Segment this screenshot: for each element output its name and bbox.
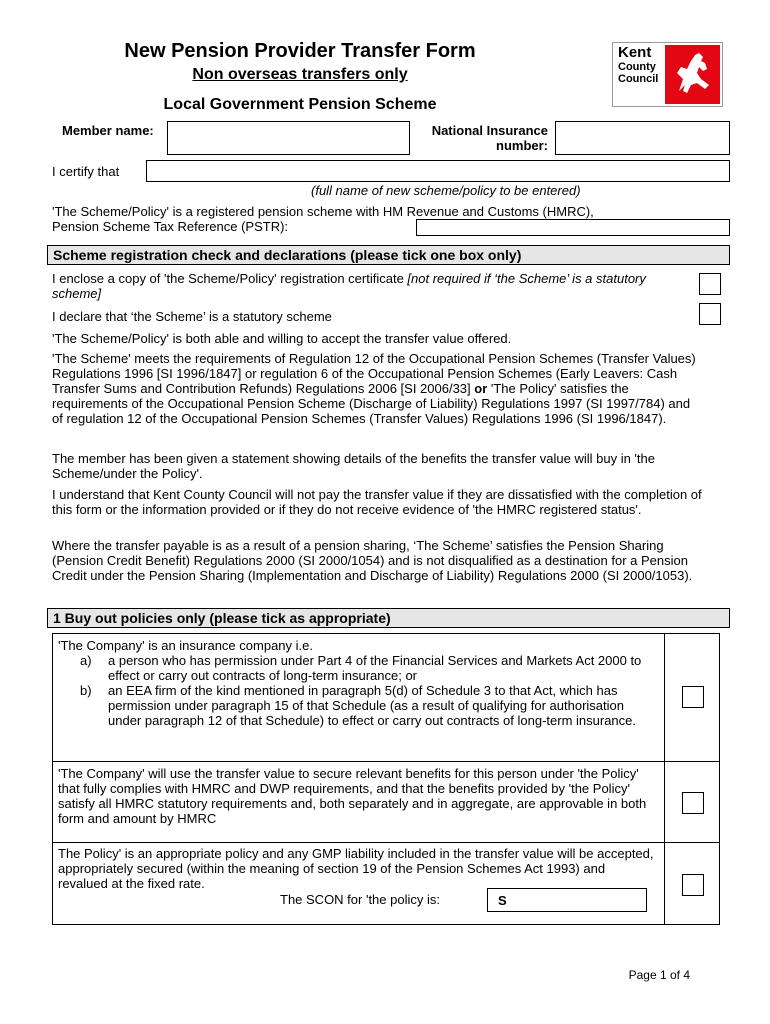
logo-text-county: County [618, 61, 656, 73]
insurance-company-text: 'The Company' is an insurance company i.e. a) a person who has permission under Part 4 of the Financial Services and Markets Act 2000 to effect or carry out contracts of long-term insurance; or b) an EEA firm of the kind mentioned in paragraph 5(d) of Schedule 3 to that Act, which has permission under paragraph 15 of that Schedule (as a result of qualifying for authorisation under paragraph 12 of that Schedule) to effect or carry out contracts of long-term insurance. [58, 638, 642, 728]
logo-red-panel [665, 45, 720, 104]
appropriate-policy-text: The Policy' is an appropriate policy and any GMP liability included in the transfer value will be accepted, appropriately secured (within the meaning of section 19 of the Pension Schemes Act 1993) and revalued at the fixed rate. [58, 846, 654, 891]
logo-text-kent: Kent [618, 44, 652, 61]
pstr-field[interactable] [416, 219, 730, 236]
buyout-section-heading: 1 Buy out policies only (please tick as appropriate) [47, 608, 730, 628]
insurance-company-checkbox[interactable] [682, 686, 704, 708]
registration-option-certificate-text: I enclose a copy of 'the Scheme/Policy' registration certificate [not required if ‘the Scheme’ is a statutory scheme] [52, 271, 646, 301]
form-subtitle: Non overseas transfers only [192, 66, 408, 83]
logo-text-council: Council [618, 73, 659, 85]
ni-number-label: National Insurance number: [431, 123, 548, 153]
scon-label: The SCON for 'the policy is: [280, 892, 440, 907]
certify-label: I certify that [52, 164, 120, 179]
scheme-name-field[interactable] [146, 160, 730, 182]
statutory-scheme-checkbox[interactable] [699, 303, 721, 325]
scheme-name-hint: (full name of new scheme/policy to be entered) [311, 183, 581, 198]
ni-number-field[interactable] [555, 121, 730, 155]
company-transfer-use-checkbox[interactable] [682, 792, 704, 814]
member-name-field[interactable] [167, 121, 410, 155]
page-number: Page 1 of 4 [628, 968, 690, 982]
declaration-accept-transfer: 'The Scheme/Policy' is both able and willing to accept the transfer value offered. [52, 331, 512, 346]
kent-county-council-logo [612, 42, 723, 107]
buyout-table [52, 633, 720, 925]
scon-field[interactable]: S [487, 888, 647, 912]
declaration-pension-sharing: Where the transfer payable is as a result of a pension sharing, ‘The Scheme’ satisfies the Pension Sharing (Pension Credit Benefit) Regulations 2000 (SI 2000/1054) and is not disqualified as a destination for a Pension Credit under the Pension Sharing (Implementation and Discharge of Liability) Regulations 2000 (SI 2000/1053). [52, 538, 693, 583]
appropriate-policy-checkbox[interactable] [682, 874, 704, 896]
declaration-regulation-12: 'The Scheme' meets the requirements of Regulation 12 of the Occupational Pension Schemes (Transfer Values) Regulations 1996 [SI 1996/1847] or regulation 6 of the Occupational Pension Schemes (Early Leavers: Cash Transfer Sums and Contribution Refunds) Regulations 2006 [SI 2006/33] or 'The Policy' satisfies the requirements of the Occupational Pension Scheme (Discharge of Liability) Regulations 1997 (SI 1997/784) and of regulation 12 of the Occupational Pension Schemes (Transfer Values) Regulations 1996 (SI 1996/1847). [52, 351, 696, 426]
registration-certificate-checkbox[interactable] [699, 273, 721, 295]
member-name-label: Member name: [62, 123, 154, 138]
registration-section-heading: Scheme registration check and declarations (please tick one box only) [47, 245, 730, 265]
declaration-kcc-payment: I understand that Kent County Council will not pay the transfer value if they are dissatisfied with the completion of this form or the information provided or if they do not receive evidence of 'the HMRC registered status'. [52, 487, 702, 517]
horse-icon [665, 45, 720, 104]
declaration-member-statement: The member has been given a statement showing details of the benefits the transfer value will buy in 'the Scheme/under the Policy'. [52, 451, 655, 481]
form-title: New Pension Provider Transfer Form [124, 40, 476, 62]
company-transfer-use-text: 'The Company' will use the transfer value to secure relevant benefits for this person under 'the Policy' that fully complies with HMRC and DWP requirements, and that the benefits provided by 'the Policy' satisfy all HMRC statutory requirements and, both separately and in aggregate, are approvable in both form and amount by HMRC [58, 766, 647, 826]
registration-option-statutory-text: I declare that ‘the Scheme’ is a statutory scheme [52, 309, 332, 324]
pstr-statement: 'The Scheme/Policy' is a registered pension scheme with HM Revenue and Customs (HMRC), Pension Scheme Tax Reference (PSTR): [52, 204, 594, 234]
scheme-name: Local Government Pension Scheme [163, 96, 437, 113]
